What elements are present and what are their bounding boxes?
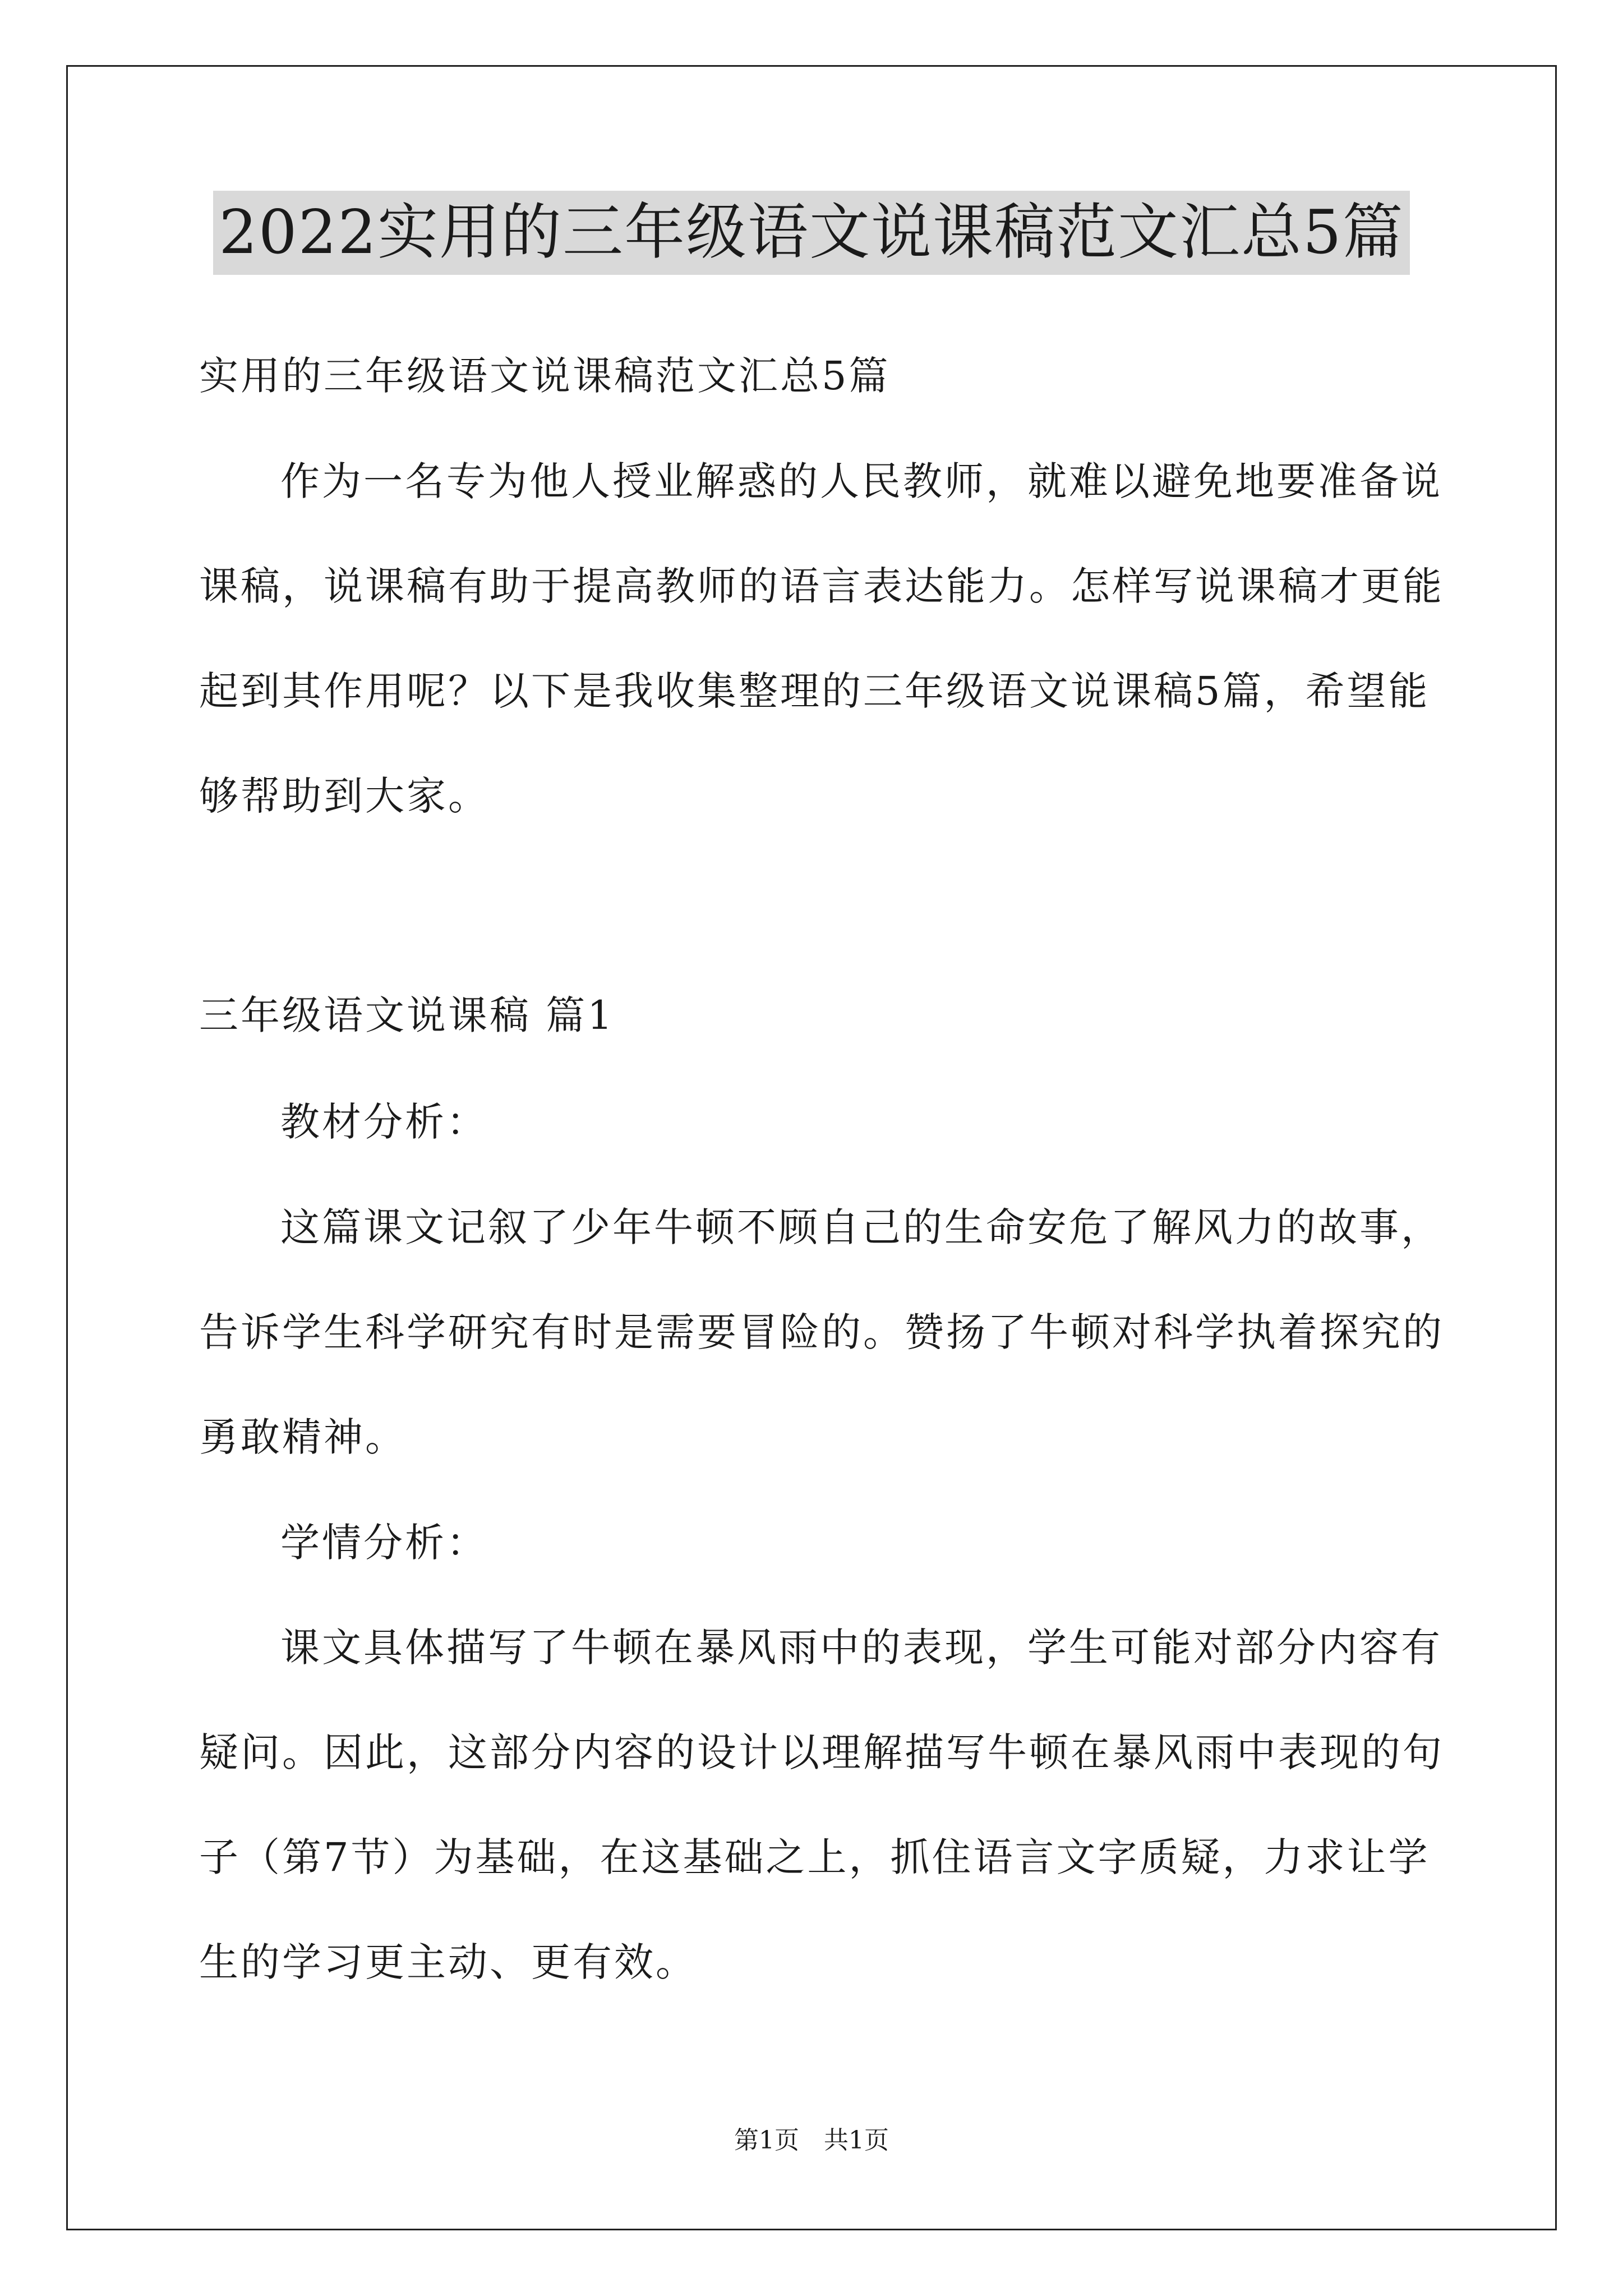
subtitle: 实用的三年级语文说课稿范文汇总5篇 — [199, 353, 891, 399]
material-line-1: 这篇课文记叙了少年牛顿不顾自己的生命安危了解风力的故事， — [280, 1204, 1442, 1250]
student-line-1: 课文具体描写了牛顿在暴风雨中的表现，学生可能对部分内容有 — [280, 1625, 1442, 1671]
student-line-3: 子（第7节）为基础，在这基础之上，抓住语言文字质疑，力求让学 — [199, 1834, 1430, 1880]
material-heading: 教材分析： — [280, 1099, 488, 1145]
page-title: 2022实用的三年级语文说课稿范文汇总5篇 — [213, 191, 1410, 275]
intro-line-2: 课稿，说课稿有助于提高教师的语言表达能力。怎样写说课稿才更能 — [199, 563, 1444, 609]
intro-line-3: 起到其作用呢？以下是我收集整理的三年级语文说课稿5篇，希望能 — [199, 668, 1430, 714]
material-line-3: 勇敢精神。 — [199, 1414, 407, 1460]
intro-line-4: 够帮助到大家。 — [199, 773, 490, 819]
student-heading: 学情分析： — [280, 1520, 488, 1566]
student-line-4: 生的学习更主动、更有效。 — [199, 1939, 697, 1985]
student-line-2: 疑问。因此，这部分内容的设计以理解描写牛顿在暴风雨中表现的句 — [199, 1729, 1444, 1775]
intro-line-1: 作为一名专为他人授业解惑的人民教师，就难以避免地要准备说 — [280, 458, 1442, 504]
page-footer: 第1页 共1页 — [734, 2126, 889, 2155]
material-line-2: 告诉学生科学研究有时是需要冒险的。赞扬了牛顿对科学执着探究的 — [199, 1309, 1444, 1355]
section-heading: 三年级语文说课稿 篇1 — [199, 992, 615, 1038]
title-wrap — [0, 191, 1623, 275]
